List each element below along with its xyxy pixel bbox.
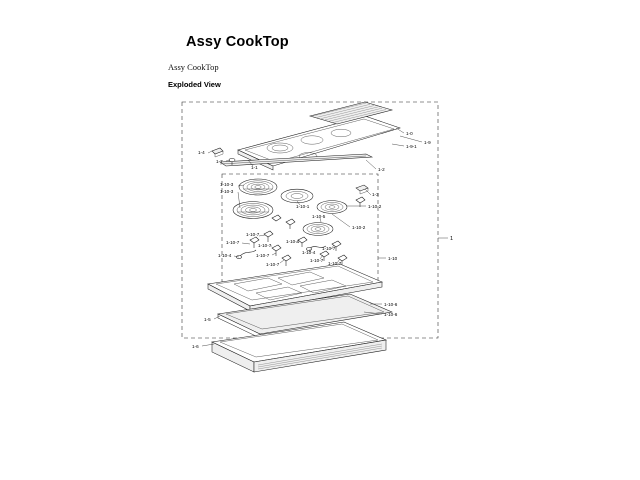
part-heating-element-large-1 (239, 179, 277, 195)
callout-1-10-7-h: 1-10-7 (328, 261, 342, 266)
callout-1-10-1-b: 1-10-1 (286, 239, 300, 244)
page-title: Assy CookTop (186, 34, 289, 50)
callout-1-10-7-f: 1-10-7 (310, 258, 324, 263)
svg-text:1: 1 (450, 236, 454, 242)
callout-1-6: 1-6 (192, 344, 199, 349)
callout-1-9: 1-9 (424, 140, 431, 145)
callout-1-10-4-b: 1-10-4 (302, 250, 316, 255)
part-heating-element-small-2 (303, 223, 333, 236)
callout-1-7: 1-7 (216, 159, 223, 164)
callout-1-9-1: 1-9-1 (406, 144, 417, 149)
callout-1-10-7-d: 1-10-7 (256, 253, 270, 258)
part-clip-k (356, 197, 365, 207)
callout-1-1: 1-1 (251, 165, 258, 170)
callout-1-10-2-b: 1-10-2 (352, 225, 366, 230)
callout-1-10: 1-10 (388, 256, 398, 261)
callout-1-10-2-a: 1-10-2 (368, 204, 382, 209)
exploded-view-diagram (160, 88, 460, 398)
callout-1-10-3-a: 1-10-3 (220, 182, 234, 187)
callout-1-10-6-a: 1-10-6 (384, 302, 398, 307)
part-left-bracket-1-4 (212, 148, 223, 157)
page-subtitle: Assy CookTop (168, 62, 219, 72)
callout-1-10-7-b: 1-10-7 (246, 232, 260, 237)
callout-1-3: 1-3 (372, 192, 379, 197)
callout-1-2: 1-2 (378, 167, 385, 172)
callout-1-10-7-e: 1-10-7 (266, 262, 280, 267)
callout-1-10-7-c: 1-10-7 (258, 243, 272, 248)
part-sensor-bracket-b (264, 231, 273, 242)
part-clip-j (272, 215, 281, 221)
part-base-pan-1-6 (212, 322, 386, 372)
callout-1-10-6-b: 1-10-6 (384, 312, 398, 317)
callout-1-4: 1-4 (198, 150, 205, 155)
part-clip-i (286, 219, 295, 229)
part-center-ring-1-10-1 (281, 189, 313, 203)
callout-1-0: 1-0 (406, 131, 413, 136)
part-heating-element-small-1 (317, 201, 347, 214)
part-clip-e (298, 237, 307, 247)
callout-1-10-5: 1-10-5 (312, 214, 326, 219)
callout-1-10-7-g: 1-10-7 (322, 246, 336, 251)
part-wire-harness-1-10-4-left (236, 250, 256, 258)
part-bracket-1-3 (356, 185, 368, 194)
callout-1-10-1-a: 1-10-1 (296, 204, 310, 209)
callout-1-10-7-a: 1-10-7 (226, 240, 240, 245)
section-label: Exploded View (168, 80, 221, 89)
callout-group-1 (438, 236, 453, 242)
part-heating-element-large-2 (233, 202, 273, 219)
callout-1-5: 1-5 (204, 317, 211, 322)
callout-1-10-3-b: 1-10-3 (220, 189, 234, 194)
callout-1-10-4-a: 1-10-4 (218, 253, 232, 258)
part-cooktop-glass-top (220, 102, 400, 170)
